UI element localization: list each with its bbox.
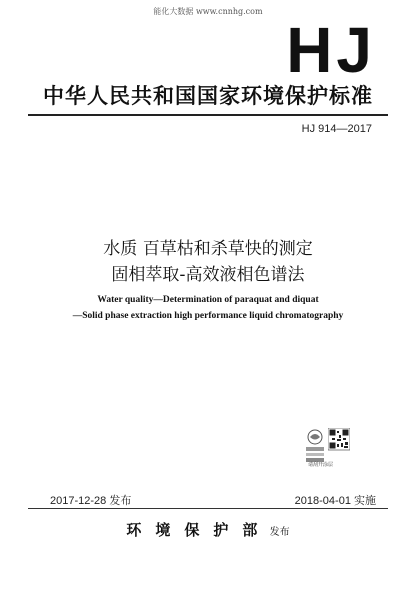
publisher-name: 环境保护部 bbox=[126, 521, 272, 539]
standard-number: HJ 914—2017 bbox=[301, 123, 372, 135]
implement-date: 2018-04-01 实施 bbox=[294, 495, 376, 507]
publisher-line bbox=[0, 519, 416, 540]
qr-code-icon bbox=[328, 428, 350, 454]
header-divider bbox=[28, 114, 388, 116]
chinese-title-line1: 水质 百草枯和杀草快的测定 bbox=[103, 239, 313, 259]
footer-divider bbox=[28, 508, 388, 509]
english-title-line2: —Solid phase extraction high performance liquid chromatography bbox=[72, 311, 344, 321]
seal-label: 请刮开涂层 bbox=[308, 462, 334, 468]
english-title-line1: Water quality—Determination of paraquat and diquat bbox=[97, 295, 319, 305]
publish-date: 2017-12-28 发布 bbox=[50, 495, 132, 507]
chinese-title-line2: 固相萃取-高效液相色谱法 bbox=[111, 265, 305, 285]
watermark-text: 能化大数据 www.cnnhg.com bbox=[153, 7, 263, 16]
publisher-suffix: 发布 bbox=[269, 527, 290, 538]
hj-logo: HJ bbox=[286, 14, 376, 86]
standard-category-title: 中华人民共和国国家环境保护标准 bbox=[43, 84, 373, 108]
